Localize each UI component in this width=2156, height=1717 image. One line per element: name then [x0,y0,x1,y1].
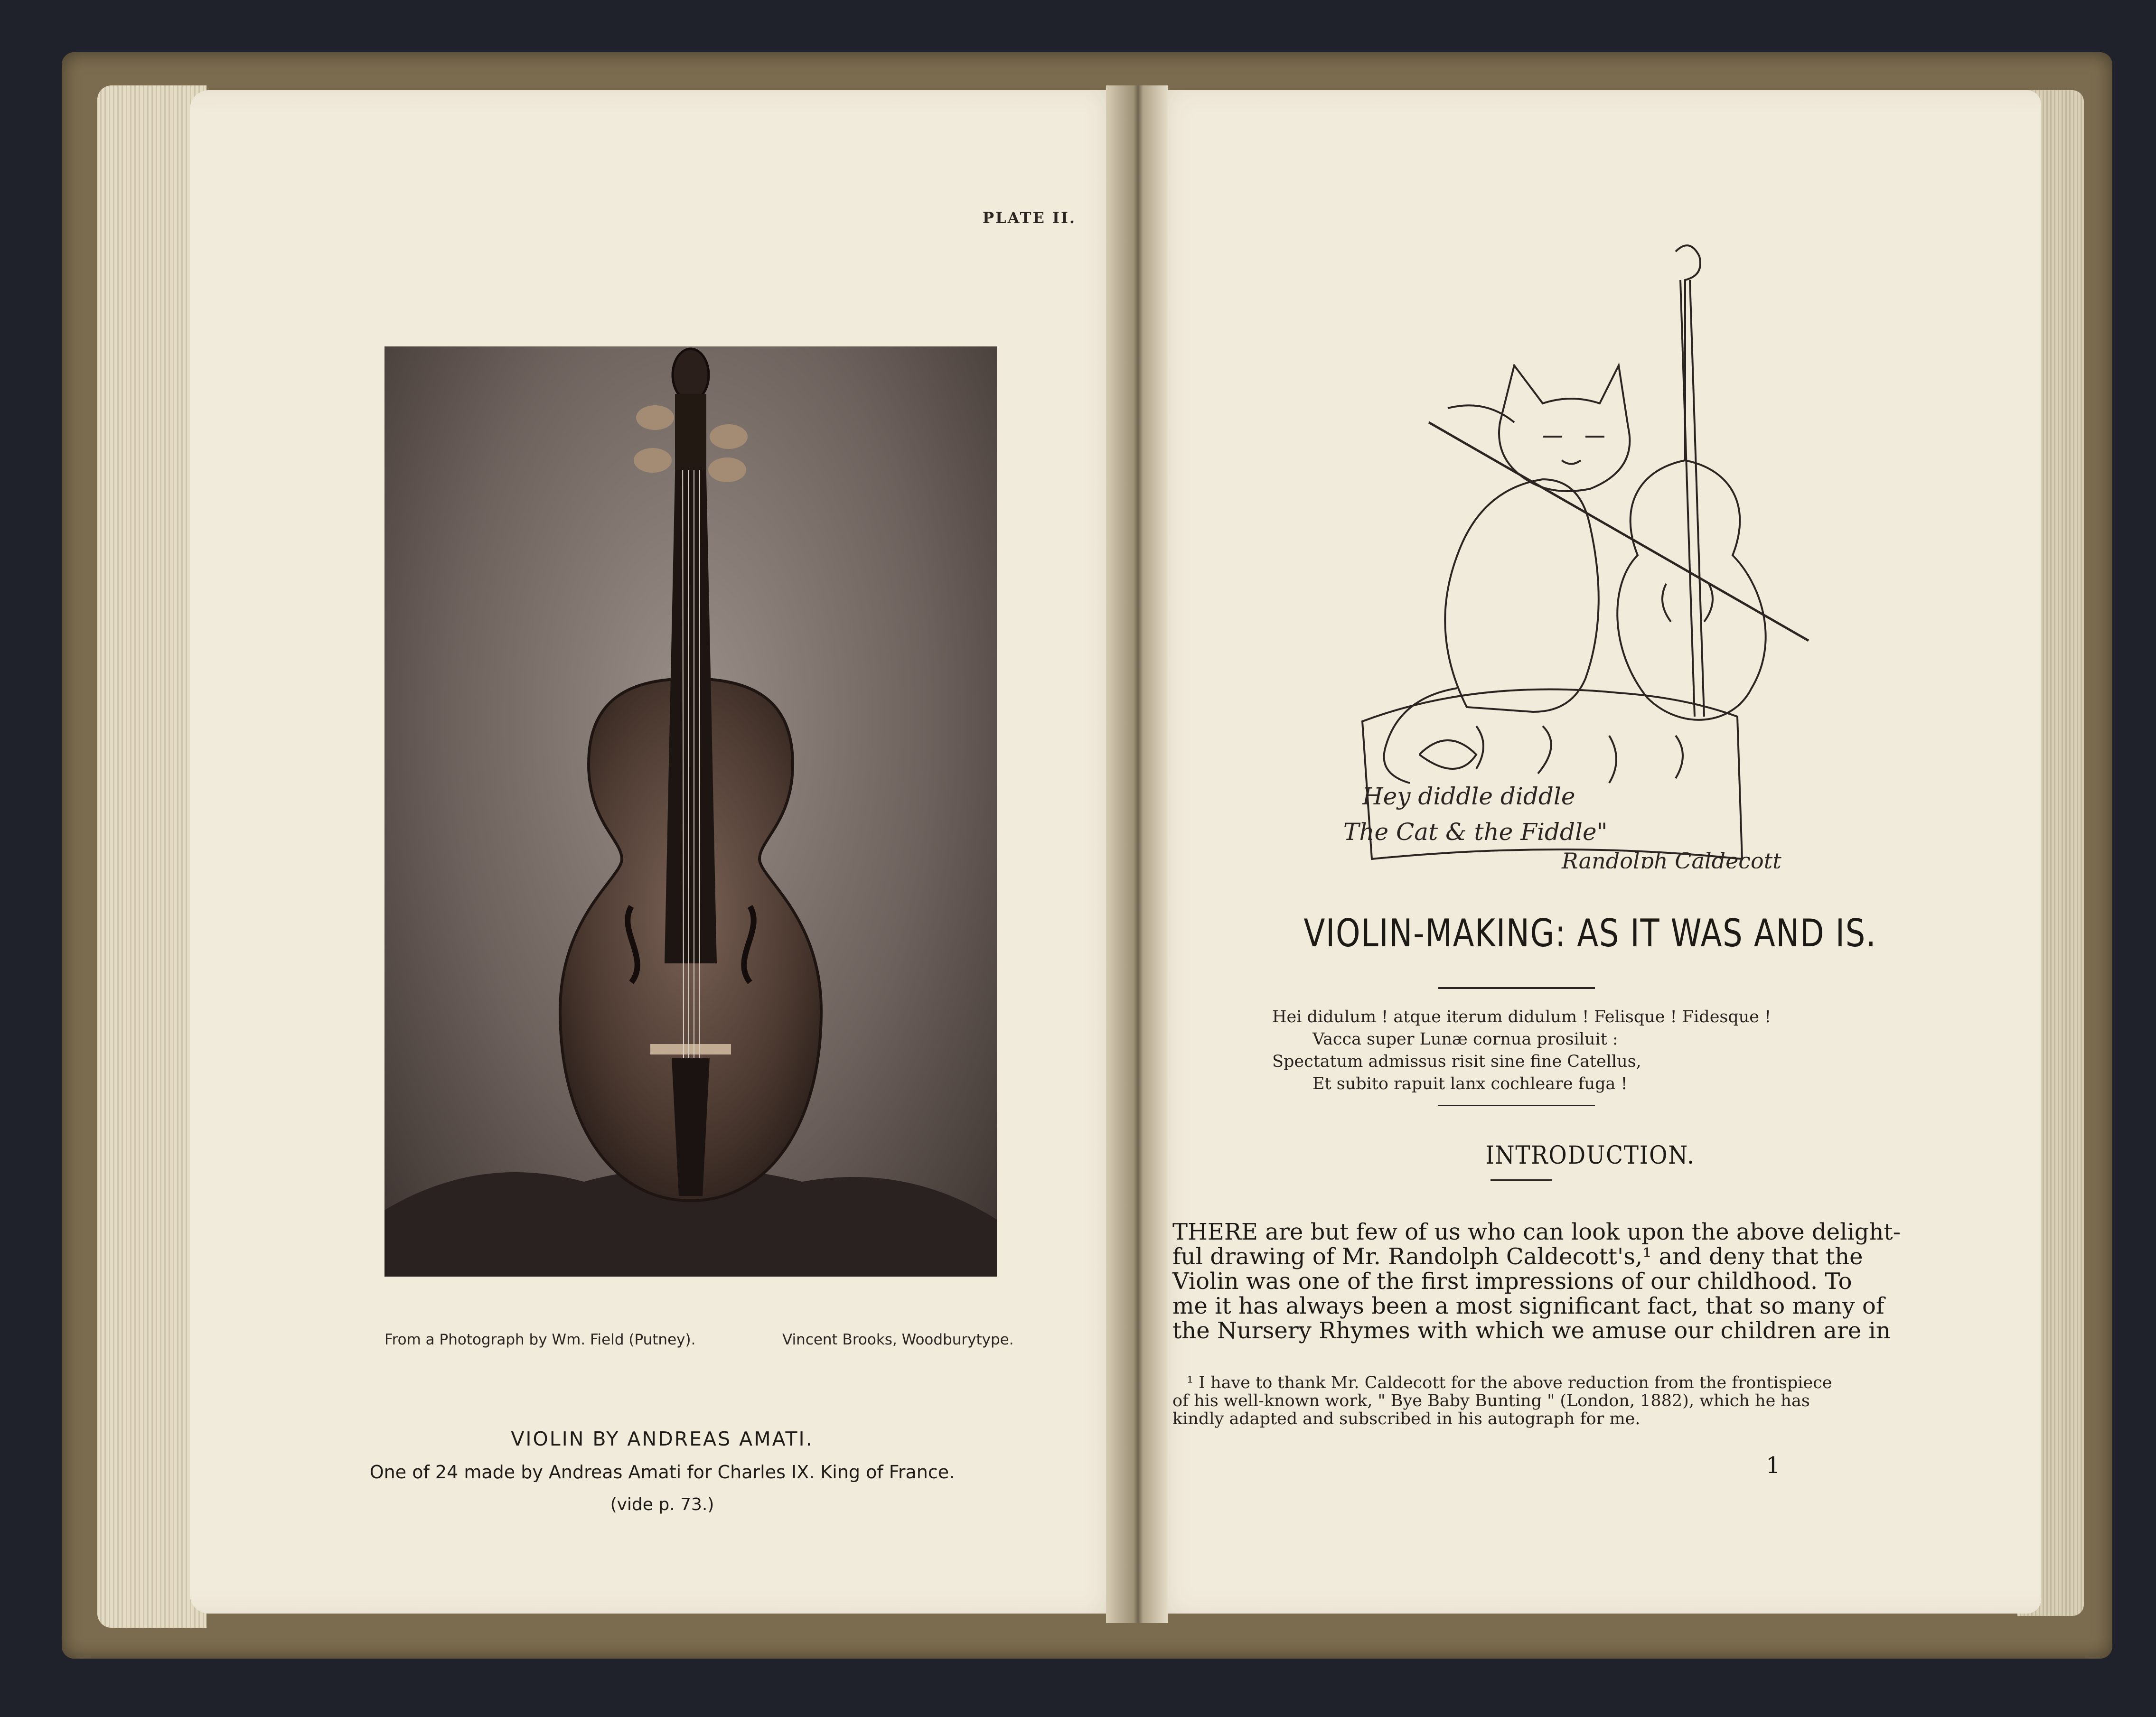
body-line: Violin was one of the first impressions of our childhood. To [1172,1268,1852,1295]
page-number: 1 [1766,1452,1781,1479]
footnote [1172,1374,1884,1428]
footnote-line: ¹ I have to thank Mr. Caldecott for the above reduction from the frontispiece [1187,1373,1832,1392]
rule-below-heading [1490,1179,1552,1181]
book-gutter [1106,85,1168,1623]
cat-fiddle-drawing-icon [1277,223,1828,868]
left-page [190,90,1134,1614]
handwriting-line2: The Cat & the Fiddle" [1343,818,1608,846]
signature: Randolph Caldecott [1562,848,1781,868]
rule-below-poem [1438,1105,1595,1106]
chapter-title: VIOLIN-MAKING: AS IT WAS AND IS. [1303,911,1877,955]
plate-label: PLATE II. [983,209,1077,227]
poem-line: Hei didulum ! atque iterum didulum ! Felisque ! Fidesque ! [1272,1008,1772,1026]
poem-line: Vacca super Lunæ cornua prosiluit : [1312,1030,1618,1049]
body-line: ful drawing of Mr. Randolph Caldecott's,¹ and deny that the [1172,1243,1863,1270]
body-line: the Nursery Rhymes with which we amuse our children are in [1172,1317,1891,1344]
latin-poem [1272,1006,1984,1095]
plate-subtitle: One of 24 made by Andreas Amati for Charles IX. King of France. [369,1462,955,1483]
body-line: THERE are but few of us who can look upon the above delight- [1172,1219,1901,1245]
photo-credit-left: From a Photograph by Wm. Field (Putney). [384,1331,696,1348]
cat-fiddle-illustration [1277,223,1828,868]
poem-line: Spectatum admissus risit sine fine Catellus, [1272,1052,1641,1071]
plate-reference: (vide p. 73.) [610,1495,714,1514]
footnote-line: kindly adapted and subscribed in his autograph for me. [1172,1409,1640,1428]
section-heading: INTRODUCTION. [1485,1141,1695,1170]
body-text [1172,1219,1901,1344]
poem-line: Et subito rapuit lanx cochleare fuga ! [1312,1074,1628,1093]
body-line: me it has always been a most significant fact, that so many of [1172,1293,1884,1319]
violin-photograph [384,346,997,1277]
rule-above-poem [1438,987,1595,989]
plate-title: VIOLIN BY ANDREAS AMATI. [511,1428,814,1450]
photo-credit-right: Vincent Brooks, Woodburytype. [782,1331,1014,1348]
handwriting-line1: Hey diddle diddle [1362,783,1575,810]
right-page [1139,90,2041,1614]
violin-icon [384,346,997,1277]
footnote-line: of his well-known work, " Bye Baby Bunting " (London, 1882), which he has [1172,1391,1810,1410]
